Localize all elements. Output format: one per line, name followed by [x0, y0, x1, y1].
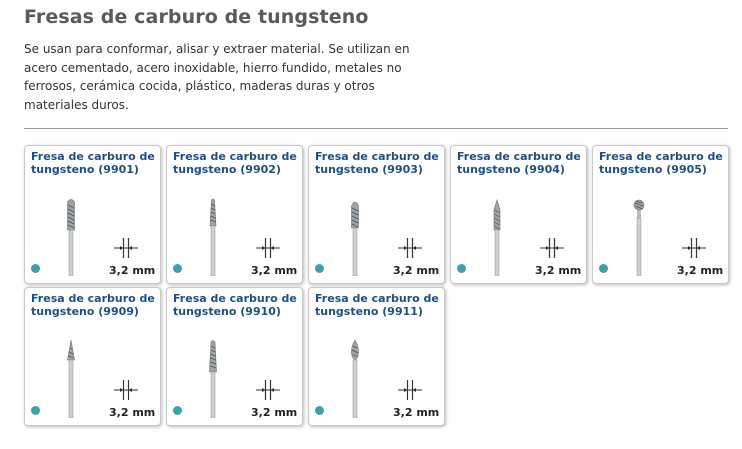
product-title[interactable]: Fresa de carburo de tungsteno (9910): [173, 292, 297, 318]
ball-burr-icon: [633, 196, 645, 276]
product-title[interactable]: Fresa de carburo de tungsteno (9901): [31, 150, 155, 176]
status-dot: [599, 264, 608, 273]
product-title[interactable]: Fresa de carburo de tungsteno (9911): [315, 292, 439, 318]
shank-diameter-icon: [682, 238, 706, 258]
shank-diameter-icon: [114, 238, 138, 258]
product-title[interactable]: Fresa de carburo de tungsteno (9902): [173, 150, 297, 176]
status-dot: [173, 406, 182, 415]
product-card[interactable]: [592, 145, 729, 284]
shank-size: 3,2 mm: [251, 406, 298, 419]
status-dot: [173, 264, 182, 273]
shank-size: 3,2 mm: [393, 264, 440, 277]
cone-burr-icon: [65, 338, 77, 418]
shank-diameter-icon: [398, 238, 422, 258]
round-tip-burr-icon: [349, 196, 361, 276]
shank-size: 3,2 mm: [251, 264, 298, 277]
page-description: Se usan para conformar, alisar y extraer material. Se utilizan en acero cementado, acero inoxidable, hierro fundido, metales no ferrosos, cerámica cocida, plástico, maderas duras y otros materiales duros.: [24, 42, 410, 112]
product-title[interactable]: Fresa de carburo de tungsteno (9909): [31, 292, 155, 318]
shank-size: 3,2 mm: [109, 264, 156, 277]
cylinder-burr-icon: [65, 196, 77, 276]
status-dot: [457, 264, 466, 273]
status-dot: [31, 406, 40, 415]
shank-size: 3,2 mm: [677, 264, 724, 277]
shank-diameter-icon: [256, 238, 280, 258]
shank-diameter-icon: [114, 380, 138, 400]
taper-point-burr-icon: [491, 196, 503, 276]
shank-diameter-icon: [540, 238, 564, 258]
flame-burr-icon: [349, 338, 361, 418]
status-dot: [31, 264, 40, 273]
tapered-burr-icon: [207, 196, 219, 276]
product-card[interactable]: [166, 287, 303, 426]
product-title[interactable]: Fresa de carburo de tungsteno (9904): [457, 150, 581, 176]
product-card[interactable]: [24, 145, 161, 284]
product-title[interactable]: Fresa de carburo de tungsteno (9905): [599, 150, 723, 176]
product-card[interactable]: [450, 145, 587, 284]
shank-size: 3,2 mm: [535, 264, 582, 277]
shank-diameter-icon: [398, 380, 422, 400]
shank-size: 3,2 mm: [393, 406, 440, 419]
product-card[interactable]: [308, 145, 445, 284]
long-taper-burr-icon: [207, 338, 219, 418]
divider: [24, 128, 728, 129]
status-dot: [315, 406, 324, 415]
status-dot: [315, 264, 324, 273]
product-card[interactable]: [308, 287, 445, 426]
product-card[interactable]: [166, 145, 303, 284]
shank-diameter-icon: [256, 380, 280, 400]
product-card[interactable]: [24, 287, 161, 426]
product-title[interactable]: Fresa de carburo de tungsteno (9903): [315, 150, 439, 176]
page-title: Fresas de carburo de tungsteno: [24, 6, 369, 28]
shank-size: 3,2 mm: [109, 406, 156, 419]
